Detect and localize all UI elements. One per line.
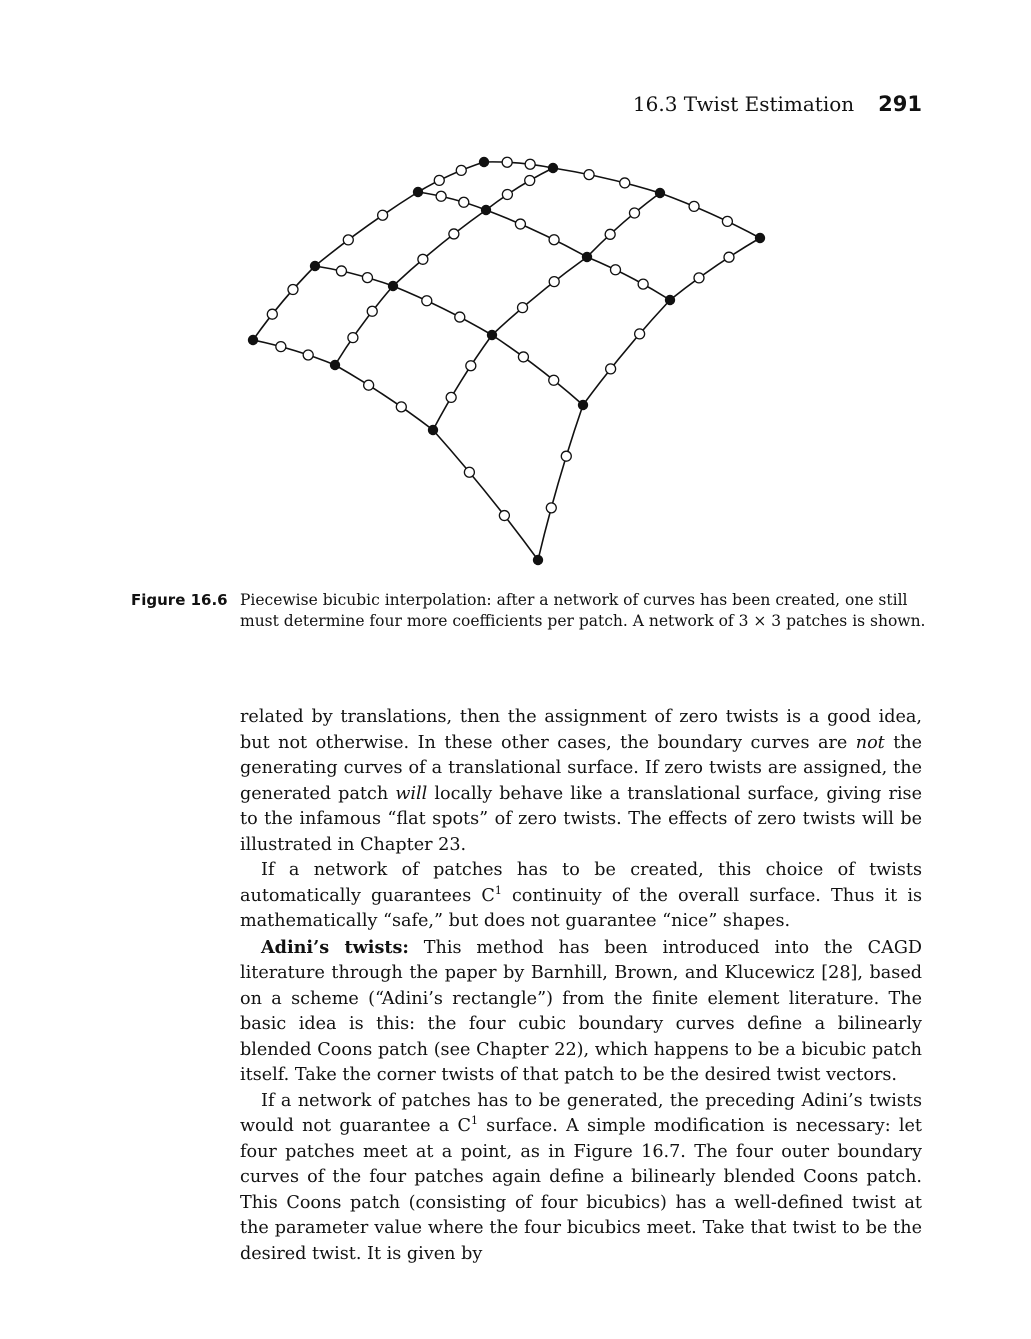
control-point: [456, 165, 466, 175]
control-point: [638, 279, 648, 289]
control-point: [449, 229, 459, 239]
control-point: [378, 210, 388, 220]
curve-segment: [660, 193, 760, 238]
control-point: [635, 329, 645, 339]
corner-node: [428, 425, 438, 435]
control-point: [518, 303, 528, 313]
curve-segment: [583, 300, 670, 405]
control-point: [446, 392, 456, 402]
body-text: [240, 705, 922, 1267]
curve-segment: [335, 365, 433, 430]
curve-segment: [587, 193, 660, 257]
control-point: [584, 170, 594, 180]
corner-node: [330, 360, 340, 370]
corner-node: [755, 233, 765, 243]
corner-node: [487, 330, 497, 340]
paragraph: related by translations, then the assignment of zero twists is a good idea, but not otherwise. In these other cases, the boundary curves are not the generating curves of a translational surface. If zero twists are assigned, the generated patch will locally behave like a translational surface, giving rise to the infamous “flat spots” of zero twists. The effects of zero twists will be illustrated in Chapter 23.: [240, 707, 923, 855]
curve-segment: [393, 286, 492, 335]
control-point: [367, 306, 377, 316]
control-point: [396, 402, 406, 412]
control-point: [499, 511, 509, 521]
control-point: [464, 467, 474, 477]
control-point: [348, 333, 358, 343]
control-point: [455, 312, 465, 322]
curve-segment: [486, 168, 553, 210]
control-point: [525, 159, 535, 169]
control-point: [466, 361, 476, 371]
corner-node: [413, 187, 423, 197]
curve-segment: [418, 162, 484, 192]
corner-node: [655, 188, 665, 198]
curve-segment: [253, 340, 335, 365]
curve-segment: [486, 210, 587, 257]
control-point: [561, 451, 571, 461]
curve-segment: [433, 430, 538, 560]
control-point: [276, 342, 286, 352]
corner-node: [479, 157, 489, 167]
paragraph: If a network of patches has to be created, this choice of twists automatically guarantees $C^1$ continuity of the overall surface. Thus it is mathematically “safe,” but does not guarantee “nice” shapes.: [240, 860, 922, 931]
control-point: [364, 380, 374, 390]
curve-segment: [538, 405, 583, 560]
corner-node: [548, 163, 558, 173]
caption-label: Figure 16.6: [131, 591, 228, 609]
control-point: [629, 208, 639, 218]
control-point: [610, 265, 620, 275]
curve-segment: [553, 168, 660, 193]
curve-segment: [587, 257, 670, 300]
control-point: [689, 201, 699, 211]
control-point: [418, 254, 428, 264]
corner-node: [310, 261, 320, 271]
corner-node: [665, 295, 675, 305]
control-point: [267, 309, 277, 319]
control-point: [518, 352, 528, 362]
paragraph: Adini’s twists: This method has been introduced into the CAGD literature through the paper by Barnhill, Brown, and Klucewicz [28], based on a scheme (“Adini’s rectangle”) from the finite element literature. The basic idea is this: the four cubic boundary curves define a bilinearly blended Coons patch (see Chapter 22), which happens to be a bicubic patch itself. Take the corner twists of that patch to be the desired twist vectors.: [240, 936, 922, 1085]
curve-segment: [253, 266, 315, 340]
control-point: [549, 375, 559, 385]
curve-segment: [492, 335, 583, 405]
control-point: [549, 277, 559, 287]
control-point: [724, 252, 734, 262]
figure-caption: [131, 590, 931, 632]
page-number: 291: [878, 92, 922, 116]
corner-node: [582, 252, 592, 262]
control-point: [525, 175, 535, 185]
control-point: [515, 219, 525, 229]
curve-segment: [393, 210, 486, 286]
control-point: [362, 273, 372, 283]
control-point: [422, 296, 432, 306]
control-point: [336, 266, 346, 276]
control-point: [303, 350, 313, 360]
control-point: [722, 216, 732, 226]
patch-network-figure: [240, 150, 780, 575]
curve-segment: [433, 335, 492, 430]
control-point: [502, 189, 512, 199]
control-point: [502, 157, 512, 167]
curve-segment: [418, 192, 486, 210]
corner-node: [481, 205, 491, 215]
curve-segment: [484, 162, 553, 168]
control-point: [694, 273, 704, 283]
control-point: [606, 364, 616, 374]
control-point: [546, 503, 556, 513]
corner-node: [578, 400, 588, 410]
control-point: [459, 197, 469, 207]
section-title: 16.3 Twist Estimation: [632, 92, 855, 116]
corner-node: [248, 335, 258, 345]
control-point: [549, 235, 559, 245]
control-point: [343, 235, 353, 245]
corner-node: [388, 281, 398, 291]
curve-segment: [492, 257, 587, 335]
caption-text: Piecewise bicubic interpolation: after a network of curves has been created, one still must determine four more coefficients per patch. A network of 3 × 3 patches is shown.: [240, 591, 926, 630]
curve-segment: [315, 192, 418, 266]
curve-network: [253, 162, 760, 560]
curve-segment: [315, 266, 393, 286]
control-point: [436, 191, 446, 201]
paragraph: If a network of patches has to be generated, the preceding Adini’s twists would not guarantee a $C^1$ surface. A simple modification is necessary: let four patches meet at a point, as in Figure 16.7. The four outer boundary curves of the four patches again define a bilinearly blended Coons patch. This Coons patch (consisting of four bicubics) has a well-defined twist at the parameter value where the four bicubics meet. Take that twist to be the desired twist. It is given by: [240, 1090, 922, 1264]
running-head: [0, 92, 922, 116]
control-point: [605, 229, 615, 239]
curve-segment: [670, 238, 760, 300]
control-point: [434, 175, 444, 185]
curve-segment: [335, 286, 393, 365]
corner-node: [533, 555, 543, 565]
control-point: [620, 178, 630, 188]
control-point: [288, 285, 298, 295]
